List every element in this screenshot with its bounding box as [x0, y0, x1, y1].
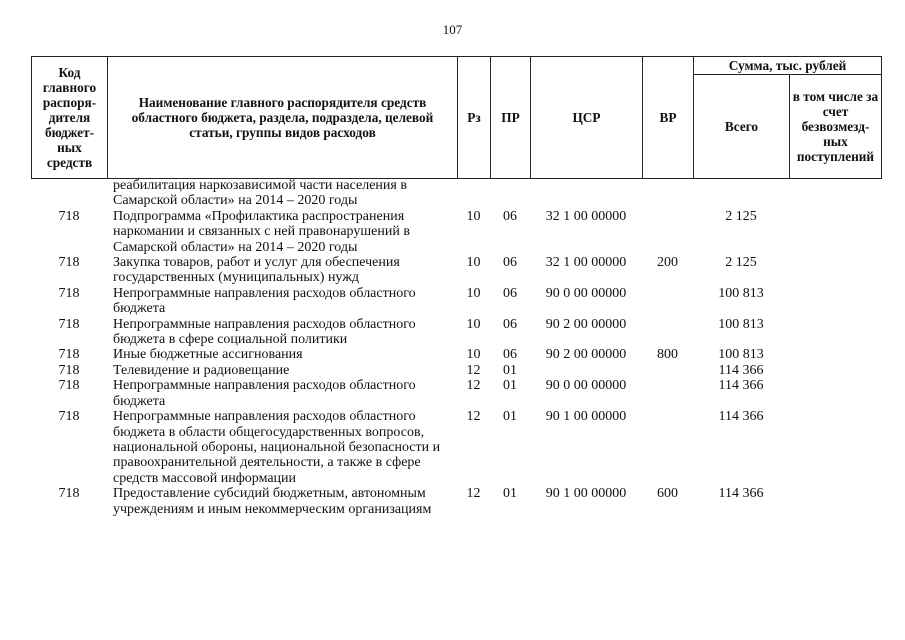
cell-vr	[642, 409, 693, 486]
cell-rz: 12	[466, 486, 481, 502]
table-row	[31, 178, 881, 209]
cell-pr: 01	[503, 409, 517, 425]
table-row	[31, 409, 881, 486]
cell-total: 2 125	[725, 255, 757, 271]
cell-csr: 90 0 00 00000	[545, 378, 627, 394]
cell-grant	[789, 409, 881, 486]
cell-csr: 32 1 00 00000	[545, 255, 627, 271]
cell-code: 718	[58, 208, 80, 224]
header-total: Всего	[694, 75, 790, 179]
cell-name: Непрограммные направления расходов областного бюджета в области общегосударственных вопросов, национальной обороны, национальной безопасности и правоохранительной деятельности, а также в сфере средств массовой информации	[113, 409, 441, 486]
table-row	[31, 486, 881, 517]
cell-pr: 01	[503, 378, 517, 394]
cell-code: 718	[58, 486, 80, 502]
cell-csr: 90 2 00 00000	[545, 347, 627, 363]
cell-name: реабилитация наркозависимой части населения в Самарской области» на 2014 – 2020 годы	[113, 178, 407, 209]
table-row	[31, 317, 881, 348]
cell-total: 2 125	[725, 208, 757, 224]
cell-csr	[530, 178, 642, 209]
cell-rz: 12	[466, 409, 481, 425]
cell-rz: 10	[466, 316, 481, 332]
cell-total: 114 366	[718, 378, 764, 394]
page-number: 107	[442, 22, 463, 37]
cell-code: 718	[58, 255, 80, 271]
cell-grant	[789, 178, 881, 209]
cell-name: Подпрограмма «Профилактика распространения наркомании и связанных с ней правонарушений в Самарской области» на 2014 – 2020 годы	[113, 208, 410, 255]
cell-name: Закупка товаров, работ и услуг для обеспечения государственных (муниципальных) нужд	[113, 255, 400, 286]
cell-rz: 10	[466, 347, 481, 363]
cell-grant	[789, 255, 881, 286]
cell-pr: 06	[503, 285, 517, 301]
cell-name: Предоставление субсидий бюджетным, автономным учреждениям и иным некоммерческим организациям	[113, 486, 432, 517]
cell-grant	[789, 486, 881, 517]
cell-rz: 10	[466, 285, 481, 301]
cell-grant	[789, 317, 881, 348]
cell-total: 100 813	[718, 347, 764, 363]
cell-rz: 10	[466, 208, 481, 224]
table-row	[31, 255, 881, 286]
cell-pr: 06	[503, 347, 517, 363]
cell-vr: 600	[657, 486, 678, 502]
cell-vr	[642, 363, 693, 378]
cell-total: 100 813	[718, 285, 764, 301]
cell-vr: 200	[657, 255, 678, 271]
table-row	[31, 347, 881, 362]
cell-vr	[642, 209, 693, 255]
cell-vr	[642, 378, 693, 409]
table-header	[31, 56, 882, 179]
cell-total: 114 366	[718, 362, 764, 378]
header-name: Наименование главного распорядителя средств областного бюджета, раздела, подраздела, целевой статьи, группы видов расходов	[108, 57, 458, 179]
cell-name: Телевидение и радиовещание	[113, 362, 290, 378]
cell-pr	[490, 178, 530, 209]
cell-code	[31, 178, 107, 209]
cell-csr: 90 0 00 00000	[545, 285, 627, 301]
cell-vr	[642, 317, 693, 348]
cell-vr: 800	[657, 347, 678, 363]
table-body	[31, 178, 881, 517]
cell-pr: 06	[503, 255, 517, 271]
cell-csr: 90 2 00 00000	[545, 316, 627, 332]
cell-code: 718	[58, 409, 80, 425]
cell-name: Непрограммные направления расходов областного бюджета	[113, 378, 416, 409]
cell-grant	[789, 347, 881, 362]
cell-rz: 10	[466, 255, 481, 271]
cell-rz: 12	[466, 362, 481, 378]
cell-code: 718	[58, 362, 80, 378]
cell-total: 114 366	[718, 409, 764, 425]
cell-pr: 06	[503, 316, 517, 332]
cell-pr: 01	[503, 486, 517, 502]
table-row	[31, 378, 881, 409]
header-pr: ПР	[491, 57, 531, 179]
cell-total: 100 813	[718, 316, 764, 332]
cell-csr: 90 1 00 00000	[545, 409, 627, 425]
cell-vr	[642, 178, 693, 209]
cell-code: 718	[58, 316, 80, 332]
cell-pr: 06	[503, 208, 517, 224]
cell-total	[693, 178, 789, 209]
cell-code: 718	[58, 378, 80, 394]
cell-grant	[789, 378, 881, 409]
cell-rz: 12	[466, 378, 481, 394]
table-row	[31, 209, 881, 255]
table-row	[31, 363, 881, 378]
cell-name: Непрограммные направления расходов областного бюджета	[113, 285, 416, 317]
cell-csr: 90 1 00 00000	[545, 486, 627, 502]
header-csr: ЦСР	[531, 57, 643, 179]
cell-csr: 32 1 00 00000	[545, 208, 627, 224]
cell-csr	[530, 363, 642, 378]
table-row	[31, 286, 881, 317]
cell-rz	[457, 178, 490, 209]
cell-grant	[789, 209, 881, 255]
cell-name: Иные бюджетные ассигнования	[113, 347, 303, 363]
header-grant: в том числе за счет безвозмезд-ных поступлений	[790, 75, 882, 179]
header-rz: Рз	[458, 57, 491, 179]
header-code: Код главного распоря-дителя бюджет-ных средств	[32, 57, 108, 179]
header-vr: ВР	[643, 57, 694, 179]
header-sum: Сумма, тыс. рублей	[694, 57, 882, 75]
cell-vr	[642, 286, 693, 317]
cell-name: Непрограммные направления расходов областного бюджета в сфере социальной политики	[113, 316, 416, 348]
cell-grant	[789, 286, 881, 317]
cell-total: 114 366	[718, 486, 764, 502]
cell-code: 718	[58, 347, 80, 363]
cell-code: 718	[58, 285, 80, 301]
cell-pr: 01	[503, 362, 517, 378]
cell-grant	[789, 363, 881, 378]
